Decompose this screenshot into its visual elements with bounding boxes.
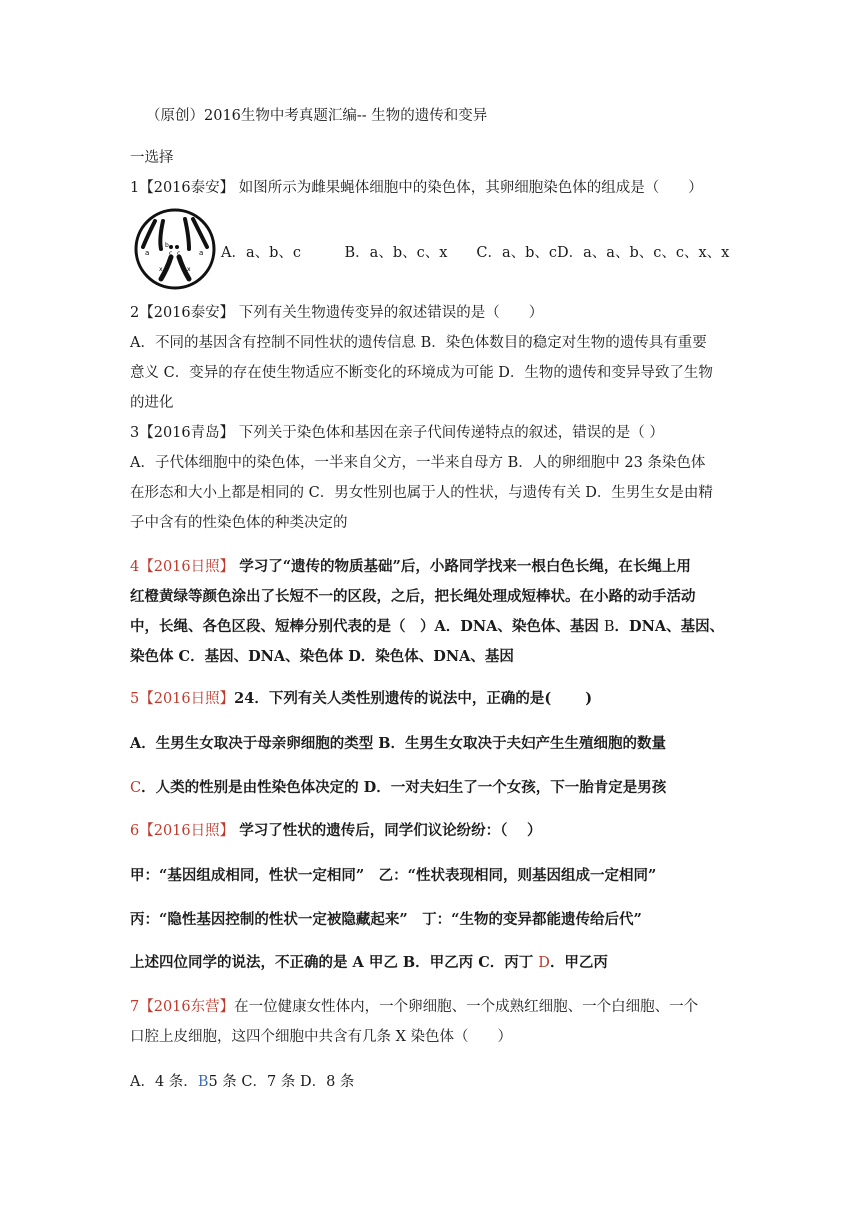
document-title: （原创）2016生物中考真题汇编-- 生物的遗传和变异	[146, 108, 488, 124]
question-3-line-1: A．子代体细胞中的染色体，一半来自父方，一半来自母方 B．人的卵细胞中 23 条染色体	[130, 455, 706, 471]
question-6-line-3: 上述四位同学的说法，不正确的是 A 甲乙 B．甲乙丙 C．丙丁 D．甲乙丙	[130, 954, 608, 971]
question-2-stem: 2【2016泰安】 下列有关生物遗传变异的叙述错误的是（ ）	[130, 305, 544, 321]
question-4-number: 4【2016日照】	[130, 559, 235, 575]
question-6-line-2: 丙：“隐性基因控制的性状一定被隐藏起来” 丁：“生物的变异都能遗传给后代”	[130, 911, 642, 928]
question-2-line-2: 意义 C．变异的存在使生物适应不断变化的环境成为可能 D．生物的遗传和变异导致了生物	[130, 365, 713, 381]
question-5-line-1: A．生男生女取决于母亲卵细胞的类型 B．生男生女取决于夫妇产生生殖细胞的数量	[130, 735, 667, 752]
section-heading: 一选择	[130, 150, 174, 166]
question-1-stem: 1【2016泰安】 如图所示为雌果蝇体细胞中的染色体，其卵细胞染色体的组成是（ ）	[130, 180, 703, 196]
question-7-options: A．4 条．B5 条 C．7 条 D．8 条	[130, 1074, 355, 1090]
question-6-stem: 6【2016日照】 学习了性状的遗传后，同学们议论纷纷：（ ）	[130, 822, 542, 839]
question-2-line-1: A．不同的基因含有控制不同性状的遗传信息 B．染色体数目的稳定对生物的遗传具有重要	[130, 335, 707, 351]
question-4-line-3: 中，长绳、各色区段、短棒分别代表的是（ ）A．DNA、染色体、基因 B．DNA、基因、	[130, 618, 725, 635]
question-1-options: A．a、b、c B．a、b、c、x C．a、b、cD．a、a、b、c、c、x、x	[221, 245, 730, 261]
figure-label-x: x	[159, 266, 163, 273]
question-6-line-1: 甲：“基因组成相同，性状一定相同” 乙：“性状表现相同，则基因组成一定相同”	[130, 867, 657, 884]
chromosome-figure	[133, 207, 217, 291]
question-6-number: 6【2016日照】	[130, 823, 235, 839]
question-3-line-2: 在形态和大小上都是相同的 C．男女性别也属于人的性状，与遗传有关 D．生男生女是由精	[130, 485, 713, 501]
question-4-line-2: 红橙黄绿等颜色涂出了长短不一的区段，之后，把长绳处理成短棒状。在小路的动手活动	[130, 588, 696, 605]
question-2-line-3: 的进化	[130, 395, 174, 411]
question-5-stem: 5【2016日照】24．下列有关人类性别遗传的说法中，正确的是( )	[130, 690, 593, 707]
question-7-line-2: 口腔上皮细胞，这四个细胞中共含有几条 X 染色体（ ）	[130, 1029, 513, 1045]
figure-label-b: b	[165, 242, 169, 249]
question-3-line-3: 子中含有的性染色体的种类决定的	[130, 515, 348, 531]
figure-label-a: a	[199, 249, 204, 257]
question-3-stem: 3【2016青岛】 下列关于染色体和基因在亲子代间传递特点的叙述，错误的是（ ）	[130, 425, 664, 441]
question-4-line-1: 4【2016日照】 学习了“遗传的物质基础”后，小路同学找来一根白色长绳，在长绳上用	[130, 558, 691, 575]
question-5-number: 5【2016日照】	[130, 691, 235, 707]
question-5-line-2: C．人类的性别是由性染色体决定的 D．一对夫妇生了一个女孩，下一胎肯定是男孩	[130, 779, 667, 796]
figure-label-c: c	[169, 250, 173, 257]
figure-label-a: a	[145, 249, 150, 257]
question-7-number: 7【2016东营】	[130, 999, 235, 1015]
question-7-line-1: 7【2016东营】在一位健康女性体内，一个卵细胞、一个成熟红细胞、一个白细胞、一个	[130, 999, 699, 1015]
question-4-line-4: 染色体 C．基因、DNA、染色体 D．染色体、DNA、基因	[130, 648, 514, 665]
figure-label-x: x	[187, 266, 191, 273]
figure-label-c: c	[177, 250, 181, 257]
